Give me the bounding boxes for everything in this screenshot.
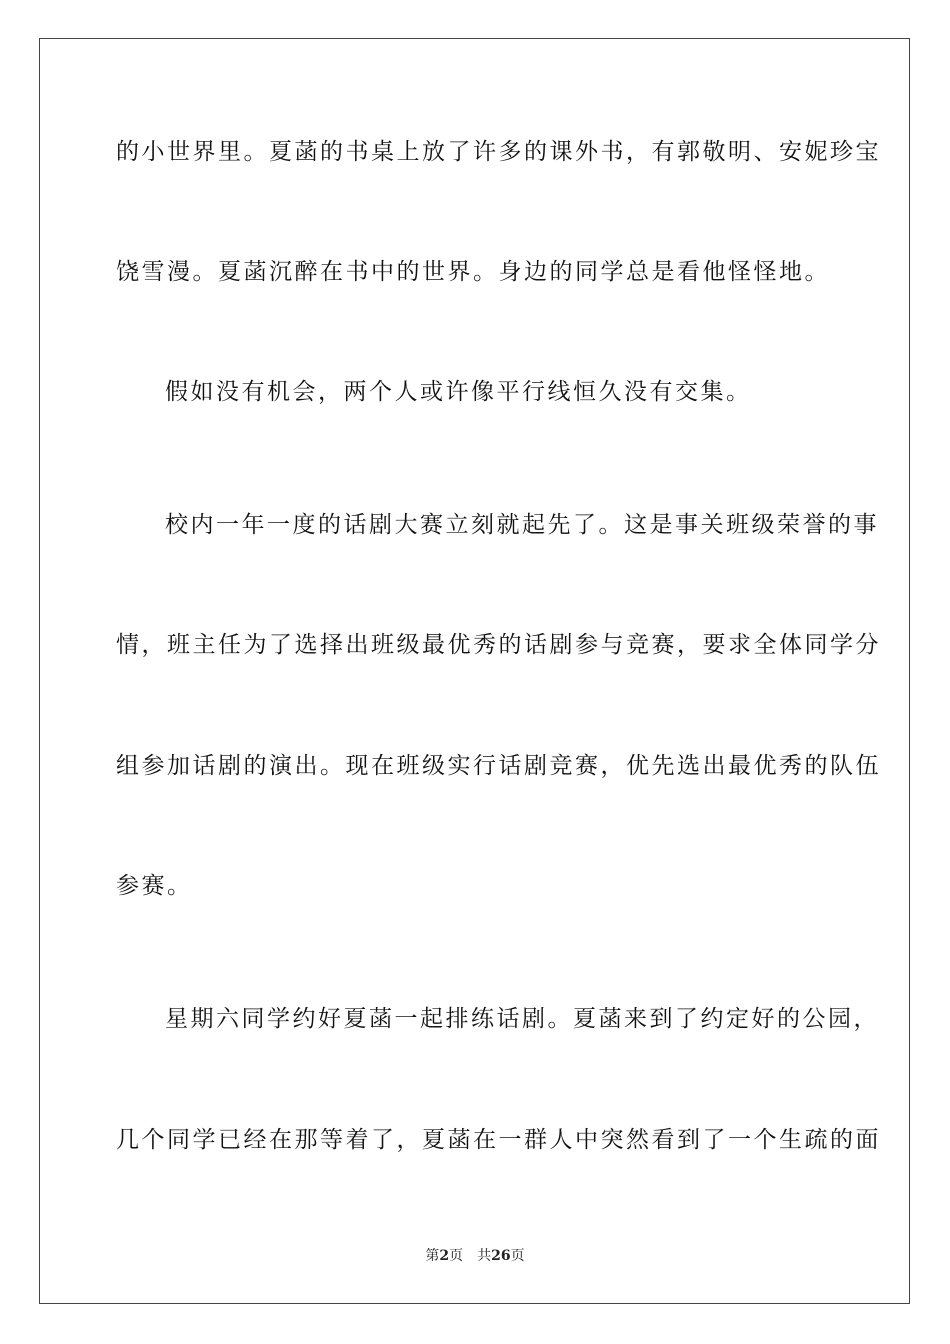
- total-label-prefix: 共: [477, 1248, 492, 1264]
- text-line: 参赛。: [116, 873, 193, 899]
- text-line: 几个同学已经在那等着了，夏菡在一群人中突然看到了一个生疏的面: [116, 1127, 881, 1153]
- total-label-suffix: 页: [510, 1248, 525, 1264]
- page-border: [39, 38, 910, 1304]
- paragraph-start-line: 校内一年一度的话剧大赛立刻就起先了。这是事关班级荣誉的事: [165, 512, 879, 538]
- text-line: 组参加话剧的演出。现在班级实行话剧竞赛，优先选出最优秀的队伍: [116, 753, 881, 779]
- page-label-suffix: 页: [449, 1248, 464, 1264]
- total-pages-number: 26: [491, 1248, 511, 1264]
- page-label-prefix: 第: [425, 1248, 440, 1264]
- paragraph-start-line: 假如没有机会，两个人或许像平行线恒久没有交集。: [165, 379, 752, 405]
- text-line: 饶雪漫。夏菡沉醉在书中的世界。身边的同学总是看他怪怪地。: [116, 259, 830, 285]
- current-page-number: 2: [439, 1248, 450, 1264]
- text-line: 情，班主任为了选择出班级最优秀的话剧参与竞赛，要求全体同学分: [116, 632, 881, 658]
- paragraph-start-line: 星期六同学约好夏菡一起排练话剧。夏菡来到了约定好的公园，: [165, 1006, 879, 1032]
- text-line: 的小世界里。夏菡的书桌上放了许多的课外书，有郭敬明、安妮珍宝: [116, 139, 881, 165]
- page-footer: [0, 1247, 950, 1265]
